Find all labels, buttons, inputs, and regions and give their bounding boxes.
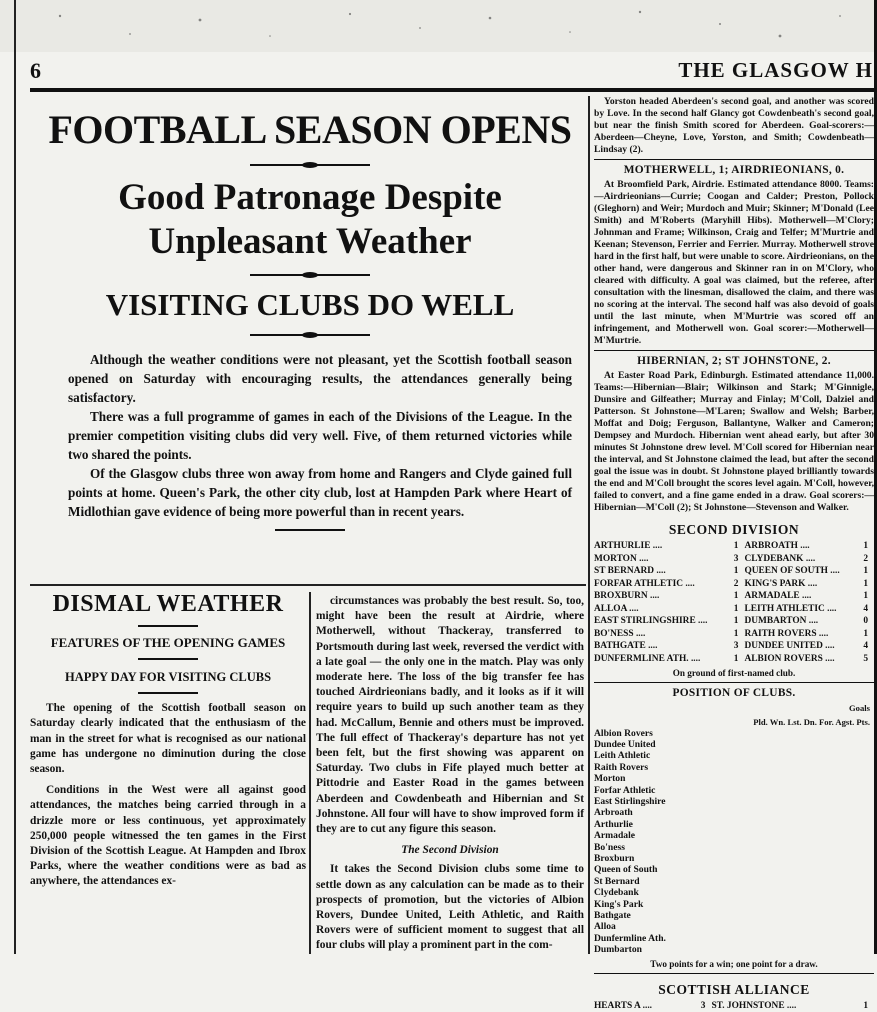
position-row bbox=[594, 876, 874, 887]
headline-ornament bbox=[250, 164, 370, 166]
column-b-paragraph: circumstances was probably the best result. So, too, might have been the result at Airdrie, where Motherwell, without Thackeray, transferred to Portsmouth during last week, reversed the verdict with a late goal — the only one in the match. Play was only moderate here. The loss of the big transfer fee has touched Airdrieonians badly, and it looks as if it will require years to build up such another team as they had. McCallum, Bennie and others must be improved. The full effect of Thackeray's departure has not yet been felt, but the first showing was apparent on Saturday. Two clubs in Fife played much better at Pittodrie and Easter Road in the games between Aberdeen and Cowdenbeath and Hibernian and St Johnstone. All four will have to show improved form if they are to cut any figure this season. bbox=[316, 595, 584, 836]
team-name: FORFAR ATHLETIC .... bbox=[594, 578, 695, 589]
team-score: 1 bbox=[863, 1000, 868, 1011]
second-division-row bbox=[594, 578, 874, 591]
club-name: King's Park bbox=[594, 898, 644, 910]
lead-paragraph: Although the weather conditions were not pleasant, yet the Scottish football season opened on Saturday with encouraging results, the attendances generally being satisfactory. bbox=[68, 352, 572, 405]
lead-intro bbox=[68, 350, 572, 521]
club-name: Arthurlie bbox=[594, 818, 633, 830]
club-name: Armadale bbox=[594, 830, 636, 842]
team-name: HEARTS A .... bbox=[594, 1000, 653, 1011]
position-row bbox=[594, 785, 874, 796]
club-name: Leith Athletic bbox=[594, 750, 651, 762]
team-score: 1 bbox=[863, 578, 868, 589]
position-row bbox=[594, 865, 874, 876]
position-row bbox=[594, 739, 874, 750]
position-row bbox=[594, 933, 874, 944]
club-name: Dundee United bbox=[594, 739, 656, 751]
position-row bbox=[594, 774, 874, 785]
team-score: 1 bbox=[733, 653, 739, 664]
paper-name: THE GLASGOW H bbox=[678, 58, 873, 82]
team-name: DUNDEE UNITED .... bbox=[744, 641, 835, 651]
team-name: BROXBURN .... bbox=[594, 591, 660, 601]
team-score: 1 bbox=[733, 566, 739, 576]
article-subhead: Good Patronage Despite Unpleasant Weather bbox=[118, 177, 502, 262]
team-name: EAST STIRLINGSHIRE .... bbox=[594, 616, 708, 626]
column-b-paragraph: It takes the Second Division clubs some time to settle down as any calculation can be made as to their prospects of promotion, but the victories of Albion Rovers, Dundee United, Leith Athletic, and Raith Rovers were of sufficient moment to suggest that all four clubs will play a prominent part in the com- bbox=[316, 863, 584, 952]
club-name: Alloa bbox=[594, 921, 616, 933]
position-row bbox=[594, 910, 874, 921]
team-score: 1 bbox=[863, 591, 868, 601]
column-c-results bbox=[594, 96, 874, 1012]
team-name: ARMADALE .... bbox=[744, 591, 812, 601]
position-goals-label: Goals bbox=[848, 703, 870, 713]
position-row bbox=[594, 887, 874, 898]
page-number: 6 bbox=[30, 58, 41, 83]
club-name: East Stirlingshire bbox=[594, 796, 666, 808]
masthead-rule bbox=[30, 88, 877, 92]
position-row bbox=[594, 808, 874, 819]
position-row bbox=[594, 751, 874, 762]
subhead-ornament bbox=[250, 274, 370, 276]
club-name: Bo'ness bbox=[594, 841, 625, 853]
team-name: ST. JOHNSTONE .... bbox=[711, 1000, 797, 1011]
masthead bbox=[0, 58, 877, 86]
left-border-rule bbox=[14, 0, 16, 954]
team-name: DUNFERMLINE ATH. .... bbox=[594, 653, 701, 664]
column-a-article bbox=[30, 590, 306, 890]
club-name: Forfar Athletic bbox=[594, 784, 656, 796]
position-row bbox=[594, 853, 874, 864]
second-division-row bbox=[594, 603, 874, 616]
team-score: 3 bbox=[733, 553, 739, 564]
alliance-results-table bbox=[594, 1000, 874, 1012]
team-score: 0 bbox=[863, 616, 868, 626]
position-row bbox=[594, 796, 874, 807]
team-score: 1 bbox=[733, 541, 739, 551]
article-deck: VISITING CLUBS DO WELL bbox=[105, 287, 515, 322]
second-division-row bbox=[594, 628, 874, 641]
team-name: ST BERNARD .... bbox=[594, 566, 666, 576]
club-name: Morton bbox=[594, 773, 626, 785]
results-note: On ground of first-named club. bbox=[672, 668, 796, 678]
column-b-article bbox=[316, 594, 584, 957]
second-division-row bbox=[594, 640, 874, 653]
club-name: Queen of South bbox=[594, 864, 658, 876]
column-a-ornament bbox=[138, 692, 198, 694]
position-row bbox=[594, 944, 874, 955]
team-score: 1 bbox=[863, 541, 868, 551]
column-c-rule bbox=[594, 159, 874, 160]
team-score: 1 bbox=[733, 616, 739, 626]
position-row bbox=[594, 819, 874, 830]
column-a-ornament bbox=[138, 658, 198, 660]
team-name: ARTHURLIE .... bbox=[594, 541, 663, 551]
deck-ornament bbox=[250, 334, 370, 336]
team-name: RAITH ROVERS .... bbox=[744, 628, 829, 639]
alliance-row bbox=[594, 1000, 874, 1012]
column-c-rule bbox=[594, 682, 874, 683]
match-title-hibernian: HIBERNIAN, 2; ST JOHNSTONE, 2. bbox=[637, 355, 831, 367]
position-row bbox=[594, 728, 874, 739]
position-table bbox=[594, 728, 874, 956]
print-speckle-decoration bbox=[40, 6, 860, 46]
column-a-ornament bbox=[138, 625, 198, 627]
second-division-title: SECOND DIVISION bbox=[668, 522, 800, 537]
club-name: Broxburn bbox=[594, 853, 635, 864]
second-division-results-table bbox=[594, 540, 874, 665]
team-score: 3 bbox=[700, 1000, 706, 1011]
match-report-motherwell: At Broomfield Park, Airdrie. Estimated attendance 8000. Teams:—Airdrieonians—Currie; Coogan and Calder; Preston, Pollock (Gleghorn) and Weir; Murdoch and Muir; Skinner; M'Donald (Lee Smith) and M'Roberts (Maryhill Hibs). Motherwell—M'Clory; Johnman and Frame; Wilkinson, Craig and Telfer; M'Murtrie and Keenan; Stevenson, Ferrier and Ferrier. Murray. Motherwell strove hard in the first half, but were unable to score. Airdrieonians, on the other hand, were dangerous and Skinner ran in on M'Clory, who cleared with difficulty. A goal was claimed, but the referee, after consultation with the linesman, disallowed the claim, and there was no scoring at the interval. The second half was also devoid of goals until the last minute, when M'Murtrie was scored off an infringement, and Motherwell won. Goal scorer:—Motherwell—M'Murtrie. bbox=[594, 179, 874, 346]
team-score: 4 bbox=[863, 603, 868, 614]
position-row bbox=[594, 762, 874, 773]
position-row bbox=[594, 842, 874, 853]
team-score: 1 bbox=[733, 603, 739, 614]
club-name: Arbroath bbox=[594, 807, 633, 819]
lead-end-rule bbox=[275, 529, 345, 531]
column-a-subhead: FEATURES OF THE OPENING GAMES bbox=[50, 635, 286, 650]
team-score: 2 bbox=[863, 553, 868, 564]
column-b-subheading: The Second Division bbox=[401, 844, 499, 857]
second-division-row bbox=[594, 615, 874, 628]
position-footnote: Two points for a win; one point for a draw. bbox=[650, 958, 818, 969]
column-c-rule bbox=[594, 350, 874, 351]
column-rule-middle bbox=[309, 592, 311, 954]
second-division-row bbox=[594, 540, 874, 553]
team-score: 1 bbox=[863, 628, 868, 639]
second-division-row bbox=[594, 590, 874, 603]
club-name: Clydebank bbox=[594, 887, 639, 899]
team-score: 1 bbox=[863, 566, 868, 576]
position-row bbox=[594, 922, 874, 933]
team-name: KING'S PARK .... bbox=[744, 578, 818, 589]
team-name: BATHGATE .... bbox=[594, 641, 658, 651]
team-score: 1 bbox=[733, 628, 739, 639]
column-a-kicker: HAPPY DAY FOR VISITING CLUBS bbox=[64, 670, 272, 684]
match-title-motherwell: MOTHERWELL, 1; AIRDRIEONIANS, 0. bbox=[623, 164, 845, 176]
second-division-row bbox=[594, 565, 874, 578]
column-a-headline: DISMAL WEATHER bbox=[52, 591, 284, 617]
second-division-row bbox=[594, 653, 874, 666]
position-row bbox=[594, 899, 874, 910]
second-division-row bbox=[594, 553, 874, 566]
column-a-paragraph: The opening of the Scottish football season on Saturday clearly indicated that the enthusiasm of the man in the street for what is recognised as our national game has undergone no diminution during the close season. bbox=[30, 702, 306, 776]
club-name: Dunfermline Ath. bbox=[594, 932, 666, 944]
team-score: 3 bbox=[733, 641, 739, 651]
position-table-header: Pld. Wn. Lst. Dn. For. Agst. Pts. bbox=[753, 717, 870, 727]
team-name: QUEEN OF SOUTH .... bbox=[744, 566, 840, 576]
team-name: ALLOA .... bbox=[594, 603, 639, 614]
team-name: LEITH ATHLETIC .... bbox=[744, 603, 837, 614]
lead-article bbox=[30, 96, 590, 531]
team-name: CLYDEBANK .... bbox=[744, 553, 816, 564]
position-row bbox=[594, 831, 874, 842]
position-title: POSITION OF CLUBS. bbox=[672, 687, 796, 699]
column-c-rule bbox=[594, 973, 874, 974]
team-score: 1 bbox=[733, 591, 739, 601]
club-name: Dumbarton bbox=[594, 944, 642, 956]
article-headline: FOOTBALL SEASON OPENS bbox=[48, 107, 572, 152]
team-name: MORTON .... bbox=[594, 553, 649, 564]
team-score: 2 bbox=[733, 578, 739, 589]
team-name: ALBION ROVERS .... bbox=[744, 653, 835, 664]
team-name: BO'NESS .... bbox=[594, 628, 646, 639]
team-score: 5 bbox=[863, 653, 868, 664]
alliance-title: SCOTTISH ALLIANCE bbox=[658, 981, 810, 997]
team-score: 4 bbox=[863, 641, 868, 651]
column-c-paragraph: Yorston headed Aberdeen's second goal, and another was scored by Love. In the second half Glancy got Cowdenbeath's second goal, but near the finish Smith scored for Aberdeen. Goal-scorers:—Aberdeen—Cheyne, Love, Yorston, and Smith; Cowdenbeath—Lindsay (2). bbox=[594, 96, 874, 155]
match-report-hibernian: At Easter Road Park, Edinburgh. Estimated attendance 11,000. Teams:—Hibernian—Blair; Wilkinson and Stark; M'Ginnigle, Dunsire and Gilfeather; Murray and Finlay; M'Coll, Dalziel and Patterson. St Johnstone—M'Laren; Swallow and Welsh; Barber, Moffat and Doig; Ferguson, Ballantyne, Walker and Cameron; Dempsey and Murdoch. Hibernian went ahead early, but after 30 minutes St Johnstone drew level. M'Coll scored for Hibernian near the interval, and St Johnstone claimed the lead, but after the second goal the issue was in doubt. St Johnstone played brilliantly towards the end and M'Coll brought the scores level again. M'Coll, however, failed to convert, and a fine game ended in a draw. Goal scorers:—Hibernian—M'Coll (2); St Johnstone—Stevenson and Walker. bbox=[594, 370, 874, 513]
lead-paragraph: Of the Glasgow clubs three won away from home and Rangers and Clyde gained full points at home. Queen's Park, the other city club, lost at Hampden Park where Heart of Midlothian gave evidence of being more powerful than in recent years. bbox=[68, 466, 572, 519]
column-a-paragraph: Conditions in the West were all against good attendances, the matches being carried through in a drizzle more or less continuous, yet approximately 250,000 people witnessed the ten games in the First Division of the Scottish League. At Hampden and Ibrox Parks, where the weather conditions were as bad as anywhere, the attendances ex- bbox=[30, 784, 306, 888]
club-name: St Bernard bbox=[594, 875, 640, 887]
team-name: DUMBARTON .... bbox=[744, 616, 819, 626]
club-name: Albion Rovers bbox=[594, 727, 653, 739]
lead-bottom-rule bbox=[30, 584, 586, 586]
lead-paragraph: There was a full programme of games in each of the Divisions of the League. In the premier competition visiting clubs did very well. Five, of them returned victories while two shared the points. bbox=[68, 409, 572, 462]
team-name: ARBROATH .... bbox=[744, 541, 810, 551]
club-name: Raith Rovers bbox=[594, 761, 649, 773]
club-name: Bathgate bbox=[594, 909, 631, 921]
